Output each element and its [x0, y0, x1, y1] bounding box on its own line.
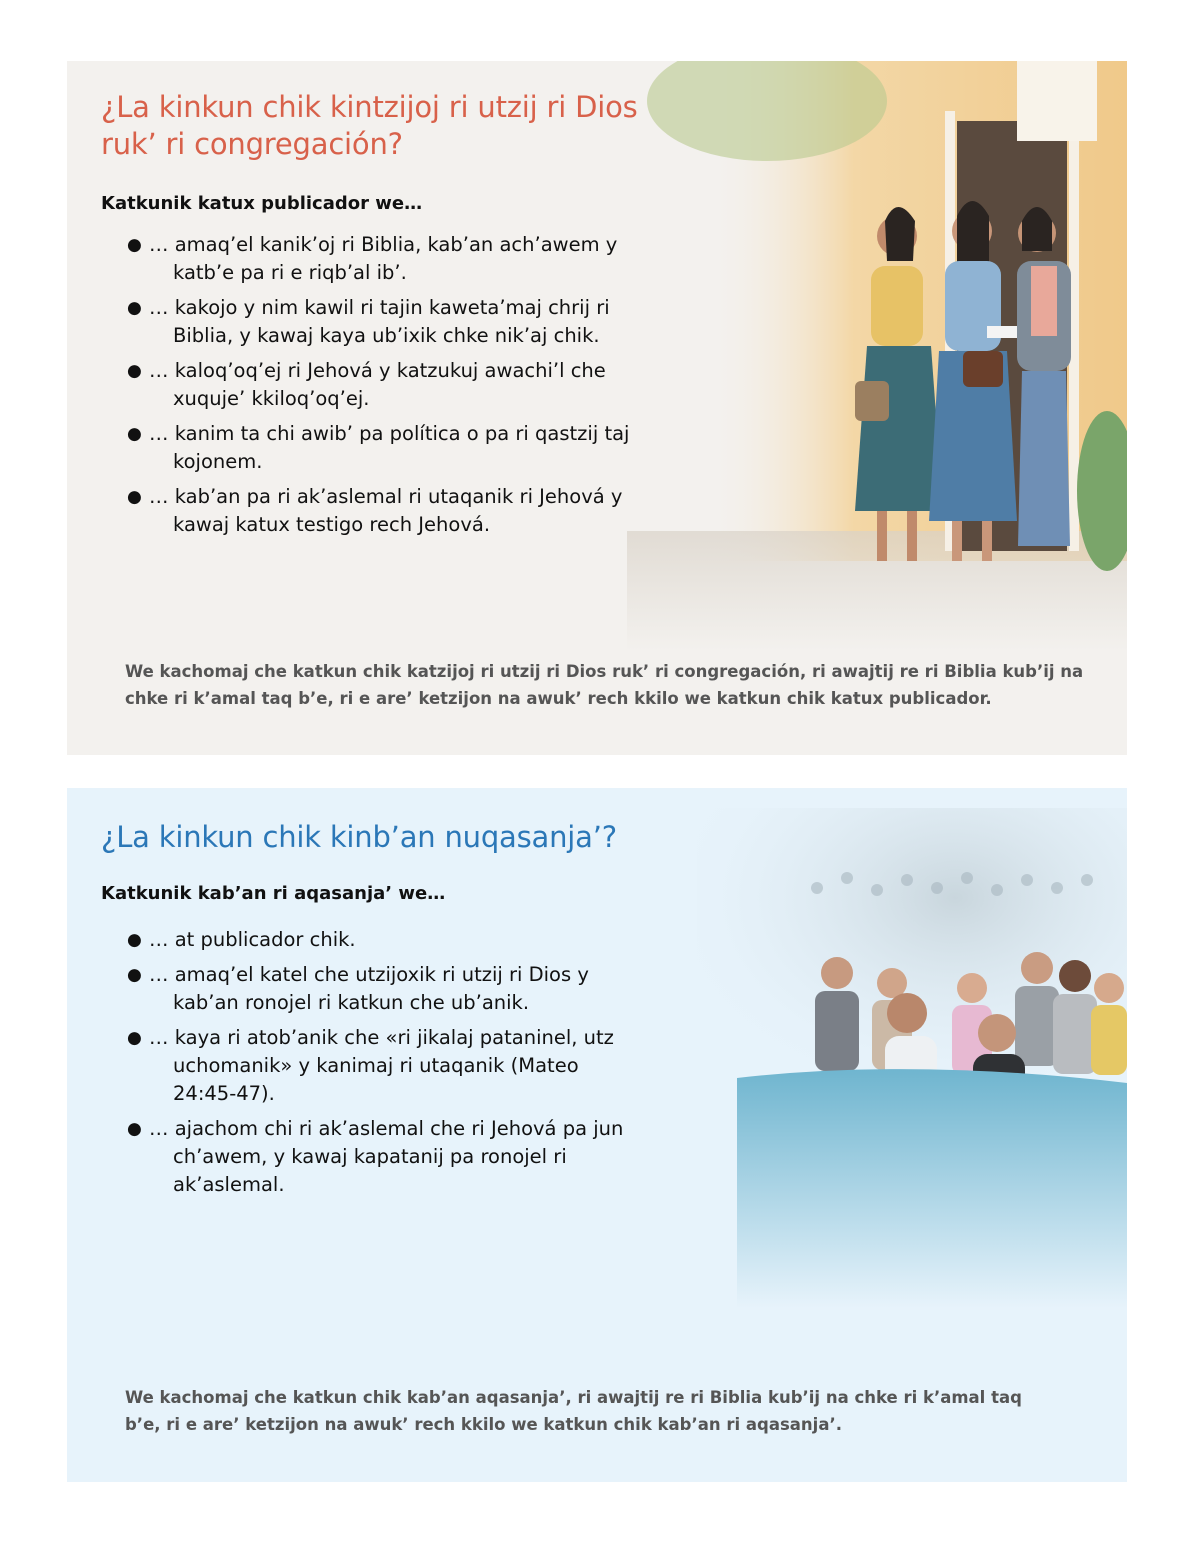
bullet-icon: ●	[127, 930, 142, 950]
publisher-bullet-list	[125, 231, 645, 546]
list-item: ● … kaloq’oq’ej ri Jehová y katzukuj awachi’l che xuquje’ kkiloq’oq’ej.	[127, 359, 606, 410]
list-item: ● … kanim ta chi awib’ pa política o pa ri qastzij taj kojonem.	[127, 422, 630, 473]
bullet-icon: ●	[127, 1028, 142, 1048]
list-item: ● … kakojo y nim kawil ri tajin kaweta’maj chrij ri Biblia, y kawaj kaya ub’ixik chke nik’aj chik.	[127, 296, 610, 347]
baptism-illustration	[697, 808, 1127, 1308]
list-item: ● … amaq’el kanik’oj ri Biblia, kab’an ach’awem y katb’e pa ri e riqb’al ib’.	[127, 233, 618, 284]
bullet-icon: ●	[127, 235, 142, 255]
list-item: ● … kaya ri atob’anik che «ri jikalaj pataninel, utz uchomanik» y kanimaj ri utaqanik (Mateo 24:45-47).	[127, 1026, 614, 1105]
list-item: ● … kab’an pa ri ak’aslemal ri utaqanik ri Jehová y kawaj katux testigo rech Jehová.	[127, 485, 623, 536]
bullet-icon: ●	[127, 487, 142, 507]
publisher-panel	[67, 61, 1127, 755]
doorstep-ministry-illustration	[627, 61, 1127, 651]
baptism-footer-note: We kachomaj che katkun chik kab’an aqasanja’, ri awajtij re ri Biblia kub’ij na chke ri k’amal taq b’e, ri e are’ ketzijon na awuk’ rech kkilo we katkun chik kab’an ri aqasanja’.	[125, 1388, 1022, 1434]
baptism-subhead: Katkunik kab’an ri aqasanja’ we…	[101, 883, 446, 904]
baptism-bullet-list	[125, 926, 645, 1206]
bullet-icon: ●	[127, 965, 142, 985]
bullet-icon: ●	[127, 361, 142, 381]
bullet-icon: ●	[127, 1119, 142, 1139]
publisher-footer-note: We kachomaj che katkun chik katzijoj ri utzij ri Dios ruk’ ri congregación, ri awajtij re ri Biblia kub’ij na chke ri k’amal taq b’e, ri e are’ ketzijon na awuk’ rech kkilo we katkun chik katux publicador.	[125, 662, 1084, 708]
baptism-panel	[67, 788, 1127, 1482]
publisher-title: ¿La kinkun chik kintzijoj ri utzij ri Dios ruk’ ri congregación?	[101, 90, 638, 161]
publisher-subhead: Katkunik katux publicador we…	[101, 193, 423, 214]
list-item: ● … amaq’el katel che utzijoxik ri utzij ri Dios y kab’an ronojel ri katkun che ub’anik.	[127, 963, 589, 1014]
list-item: ● … at publicador chik.	[125, 926, 645, 954]
bullet-icon: ●	[127, 298, 142, 318]
baptism-title: ¿La kinkun chik kinb’an nuqasanja’?	[101, 820, 617, 854]
list-item: ● … ajachom chi ri ak’aslemal che ri Jehová pa jun ch’awem, y kawaj kapatanij pa ronojel ri ak’aslemal.	[127, 1117, 624, 1196]
bullet-icon: ●	[127, 424, 142, 444]
